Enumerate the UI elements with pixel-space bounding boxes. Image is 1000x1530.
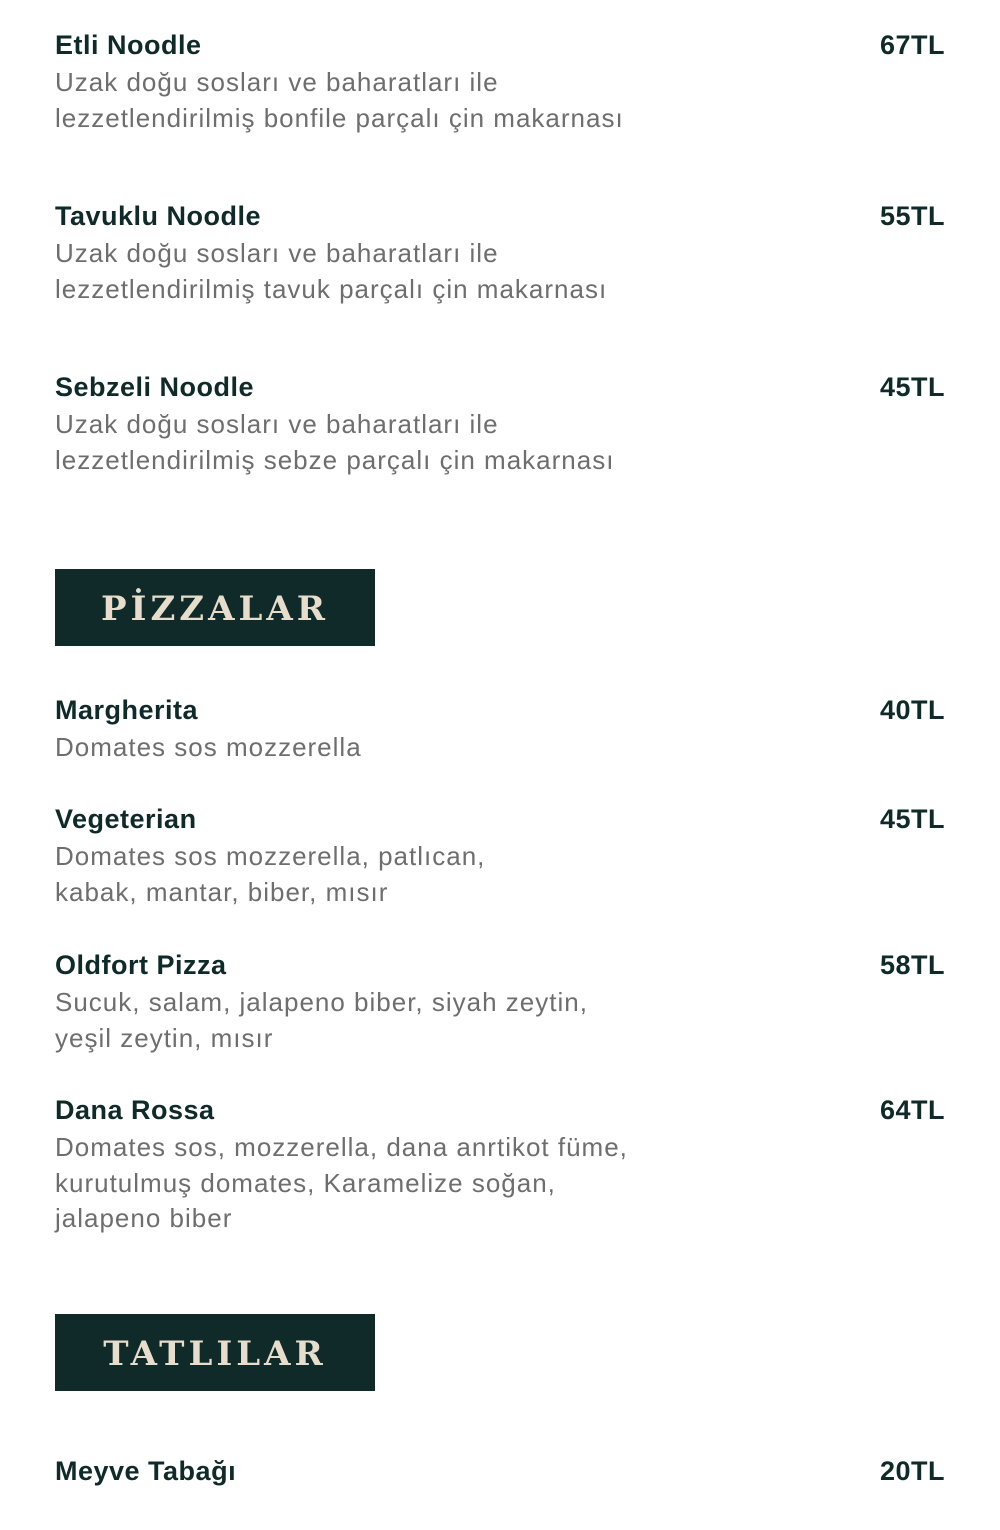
item-description	[55, 236, 715, 307]
section-header-pizzalar	[55, 569, 375, 646]
item-name: Dana Rossa	[55, 1095, 215, 1125]
item-name: Meyve Tabağı	[55, 1456, 237, 1486]
section-title: PİZZALAR	[100, 588, 330, 629]
description-line: Uzak doğu sosları ve baharatları ile	[55, 238, 499, 268]
description-line: Domates sos mozzerella, patlıcan,	[55, 841, 486, 871]
section-title: TATLILAR	[103, 1333, 327, 1374]
item-description	[55, 407, 715, 478]
description-line: lezzetlendirilmiş bonfile parçalı çin makarnası	[55, 102, 624, 133]
item-description	[55, 65, 715, 136]
item-name: Vegeterian	[55, 804, 197, 834]
description-line: lezzetlendirilmiş tavuk parçalı çin makarnası	[55, 273, 608, 304]
description-line: Uzak doğu sosları ve baharatları ile	[55, 67, 499, 97]
item-name: Etli Noodle	[55, 30, 202, 60]
item-description	[55, 1130, 715, 1237]
description-line: Domates sos, mozzerella, dana anrtikot füme,	[55, 1132, 628, 1162]
item-description	[55, 730, 715, 766]
item-price: 40TL	[879, 695, 945, 725]
item-price: 64TL	[879, 1095, 945, 1125]
description-line: yeşil zeytin, mısır	[55, 1022, 274, 1053]
item-name: Sebzeli Noodle	[55, 372, 255, 402]
item-name: Oldfort Pizza	[55, 950, 227, 980]
section-header-tatlilar	[55, 1314, 375, 1391]
description-line: lezzetlendirilmiş sebze parçalı çin makarnası	[55, 444, 615, 475]
description-line: Domates sos mozzerella	[55, 732, 362, 762]
item-description	[55, 985, 715, 1056]
description-line: kabak, mantar, biber, mısır	[55, 876, 389, 907]
description-line: Sucuk, salam, jalapeno biber, siyah zeytin,	[55, 987, 588, 1017]
item-price: 45TL	[879, 804, 945, 834]
item-description	[55, 839, 715, 910]
item-price: 45TL	[879, 372, 945, 402]
item-price: 67TL	[879, 30, 945, 60]
description-line: jalapeno biber	[55, 1203, 233, 1233]
item-price: 20TL	[879, 1456, 945, 1486]
item-name: Tavuklu Noodle	[55, 201, 262, 231]
description-line: kurutulmuş domates, Karamelize soğan,	[55, 1167, 556, 1198]
description-line: Uzak doğu sosları ve baharatları ile	[55, 409, 499, 439]
item-name: Margherita	[55, 695, 199, 725]
item-price: 58TL	[879, 950, 945, 980]
item-price: 55TL	[879, 201, 945, 231]
